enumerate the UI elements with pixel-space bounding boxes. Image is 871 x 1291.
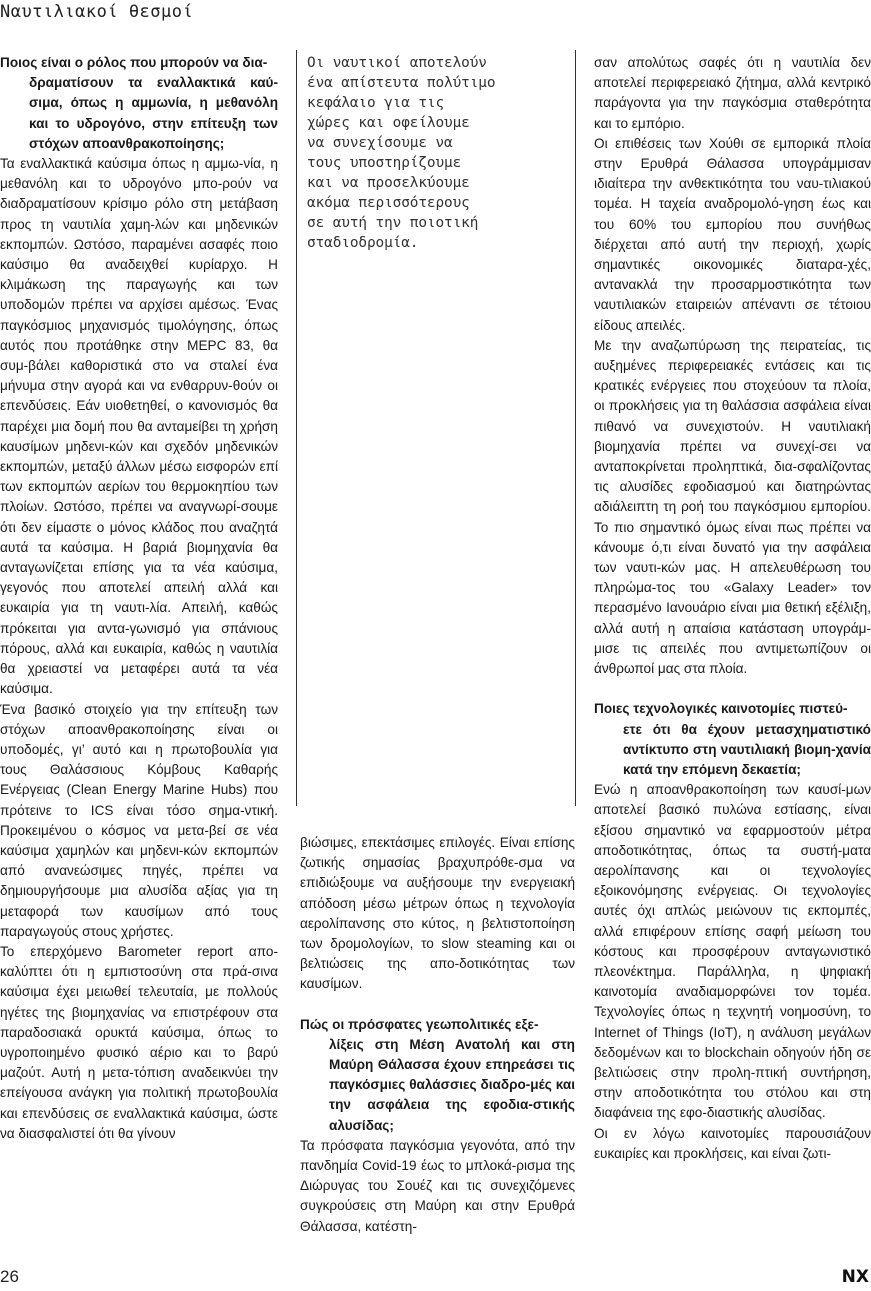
column-3 [594, 53, 871, 1164]
pull-quote-right-rule [575, 50, 576, 806]
answer-1-paragraph-1: Τα εναλλακτικά καύσιμα όπως η αμμω-νία, η μεθανόλη και το υδρογόνο μπο-ρούν να διαδραματίσουν κρίσιμο ρόλο στη μετάβαση προς τη ναυτιλία χαμη-λών και μηδενικών εκπομπών. Ωστόσο, παραμένει ασαφές ποιο καύσιμο θα αναδειχθεί κυρίαρχο. Η κλιμάκωση της παραγωγής και των υποδομών πρέπει να αρχίσει αμέσως. Ένας παγκόσμιος μηχανισμός τιμολόγησης, όπως αυτός που προτάθηκε στην MEPC 83, θα συμ-βάλει καθοριστικά στο να σταλεί ένα μήνυμα στην αγορά και να ενθαρρυν-θούν οι επενδύσεις. Εάν υιοθετηθεί, ο κανονισμός θα παρέχει μια δομή που θα ανταμείβει τη χρήση καυσίμων μηδενι-κών και σχεδόν μηδενικών εκπομπών, μεταξύ άλλων μέσω εισφορών επί των εκπομπών αερίων του θερμοκηπίου των πλοίων. Ωστόσο, πρέπει να αναγνωρί-σουμε ότι δεν είμαστε ο μόνος κλάδος που αναζητά αυτά τα καύσιμα. Η βαριά βιομηχανία θα ανταγωνίζεται επίσης για τα νέα καύσιμα, γεγονός που αποτελεί απειλή αλλά και ευκαιρία για τη ναυτι-λία. Απειλή, καθώς πρόκειται για αντα-γωνισμό για σπάνιους πόρους, αλλά και ευκαιρία, καθώς η ναυτιλία θα χρειαστεί να μεταφέρει αυτά τα νέα καύσιμα. [0, 156, 278, 697]
column-1 [0, 53, 278, 1144]
answer-3-paragraph-1: Ενώ η απoανθρακοποίηση των καυσί-μων αποτελεί βασικό πυλώνα εστίασης, είναι εξίσου σημαντικό να εφαρμοστούν μέτρα αποδοτικότητας, όπως τα συστή-ματα αερολίπανσης και οι τεχνολογίες εξοικονόμησης ενέργειας. Οι τεχνολογίες αυτές όχι απλώς μειώνουν τις εκπομπές, αλλά επιφέρουν επίσης σαφή μείωση του κόστους και προσφέρουν ανταγωνιστικό πλεονέκτημα. Παράλληλα, η ψηφιακή καινοτομία αναδιαμορφώνει τον τομέα. Τεχνολογίες όπως η τεχνητή νοημοσύνη, το Internet of Things (IoT), η ανάλυση μεγάλων δεδομένων και το blockchain οδηγούν ήδη σε βελτιώσεις στην προλη-πτική συντήρηση, στην αποδοτικότητα του στόλου και στη διαφάνεια της εφο-διαστικής αλυσίδας. [594, 782, 871, 1121]
question-2-rest: λίξεις στη Μέση Ανατολή και στη Μαύρη Θάλασσα έχουν επηρεάσει τις παγκόσμιες θαλάσσιες διαδρο-μές και την ασφάλεια της εφοδια-στικής αλυσίδας; [329, 1036, 575, 1133]
answer-3-paragraph-2: Οι εν λόγω καινοτομίες παρουσιάζουν ευκαιρίες και προκλήσεις, και είναι ζωτι- [594, 1125, 871, 1161]
question-3-first-line: Ποιες τεχνολογικές καινοτομίες πιστεύ- [594, 701, 848, 717]
answer-1-paragraph-3: Το επερχόμενο Barometer report απο-καλύπτει ότι η εμπιστοσύνη στα πρά-σινα καύσιμα έχει μειωθεί τελευταία, με πολλούς ηγέτες της βιομηχανίας να επιστρέφουν στα παραδοσιακά ορυκτά καύσιμα, όπως το υγροποιημένο φυσικό αέριο και το βαρύ μαζούτ. Αυτή η μετα-τόπιση αναδεικνύει την επείγουσα ανάγκη για πολιτική πρωτοβουλία και επενδύσεις σε εναλλακτικά καύσιμα, ώστε να διασφαλιστεί ότι θα γίνουν [0, 943, 278, 1141]
question-2-first-line: Πώς οι πρόσφατες γεωπολιτικές εξε- [300, 1016, 539, 1032]
answer-2-paragraph-2: σαν απολύτως σαφές ότι η ναυτιλία δεν αποτελεί περιφερειακό ζήτημα, αλλά κεντρικό παράγοντα για την παγκόσμια σταθερότητα και το εμπόριο. [594, 55, 871, 131]
section-title: Ναυτιλιακοί θεσμοί [0, 2, 194, 22]
answer-2-paragraph-3: Οι επιθέσεις των Χούθι σε εμπορικά πλοία στην Ερυθρά Θάλασσα υπογράμμισαν ιδιαίτερα την ανθεκτικότητα του ναυ-τιλιακού τομέα. Η ταχεία αναδρομολό-γηση έως και του 60% του εμπορίου που συνήθως διέρχεται από αυτή την περιοχή, χωρίς σημαντικές οικονομικές διαταρα-χές, αντανακλά την προσαρμοστικότητα των ναυτιλιακών εταιρειών απέναντι σε τέτοιου είδους απειλές. [594, 135, 871, 333]
question-1 [0, 53, 278, 154]
question-1-rest: δραματίσουν τα εναλλακτικά καύ-σιμα, όπως η αμμωνία, η μεθανόλη και το υδρογόνο, στην επίτευξη των στόχων απoανθρακοποίησης; [29, 75, 278, 151]
question-3 [594, 699, 871, 780]
column-2 [300, 833, 575, 1237]
page-number: 26 [0, 1267, 19, 1286]
answer-1-paragraph-4: βιώσιμες, επεκτάσιμες επιλογές. Είναι επίσης ζωτικής σημασίας βραχυπρόθε-σμα να επιδιώξουμε να αυξήσουμε την ενεργειακή απόδοση μέσω μέτρων όπως η τεχνολογία αερολίπανσης στο κύτος, η βελτιστοποίηση των δρομολογίων, το slow steaming και οι βελτιώσεις της απο-δοτικότητας των καυσίμων. [300, 835, 575, 992]
answer-2-paragraph-1: Τα πρόσφατα παγκόσμια γεγονότα, από την πανδημία Covid-19 έως το μπλοκά-ρισμα της Διώρυγας του Σουέζ και τις συνεχιζόμενες συγκρούσεις στη Μαύρη και στην Ερυθρά Θάλασσα, κατέστη- [300, 1137, 575, 1234]
pull-quote-left-rule [296, 50, 297, 806]
answer-2-paragraph-4: Με την αναζωπύρωση της πειρατείας, τις αυξημένες περιφερειακές εντάσεις και τις κρατικές ενέργειες που στοχεύουν τα πλοία, οι προκλήσεις για τη θαλάσσια ασφάλεια είναι πιθανό να συνεχιστούν. Η ναυτιλιακή βιομηχανία πρέπει να συνεχί-σει να ανταποκρίνεται προληπτικά, δια-σφαλίζοντας τις αλυσίδες εφοδιασμού και διατηρώντας αδιάλειπτη τη ροή του παγκόσμιου εμπορίου. Το πιο σημαντικό όμως είναι πως πρέπει να κάνουμε ό,τι είναι δυνατό για την ασφάλεια των ναυτι-κών μας. Η απελευθέρωση του πληρώμα-τος του «Galaxy Leader» τον περασμένο Ιανουάριο είναι μια θετική εξέλιξη, αλλά αυτή η απαίσια κατάσταση υπογράμ-μισε τις απειλές που αντιμετωπίζουν οι άνθρωποί μας στα πλοία. [594, 337, 871, 677]
brand-logo: NX [841, 1267, 869, 1287]
question-3-rest: ετε ότι θα έχουν μετασχηματιστικό αντίκτυπο στη ναυτιλιακή βιομη-χανία κατά την επόμενη δεκαετία; [623, 721, 871, 777]
question-2 [300, 1015, 575, 1136]
answer-1-paragraph-2: Ένα βασικό στοιχείο για την επίτευξη των στόχων απoανθρακοποίησης είναι οι υποδομές, γι’ αυτό και η πρωτοβουλία για τους Θαλάσσιους Κόμβους Καθαρής Ενέργειας (Clean Energy Marine Hubs) που πρότεινε το ICS είναι τόσο σημα-ντική. Προκειμένου ο κόσμος να μετα-βεί σε νέα καύσιμα χαμηλών και μηδενι-κών εκπομπών από ανανεώσιμες πηγές, πρέπει να δημιουργήσουμε μια αλυσίδα αξίας για τη μεταφορά των καυσίμων από τους παραγωγούς στους χρήστες. [0, 701, 278, 939]
pull-quote: Οι ναυτικοί αποτελούν ένα απίστευτα πολύτιμο κεφάλαιο για τις χώρες και οφείλουμε να συνεχίσουμε να τους υποστηρίζουμε και να προσελκύουμε ακόμα περισσότερους σε αυτή την ποιοτική σταδιοδρομία. [307, 55, 496, 251]
question-1-first-line: Ποιος είναι ο ρόλος που μπορούν να δια- [0, 55, 268, 70]
